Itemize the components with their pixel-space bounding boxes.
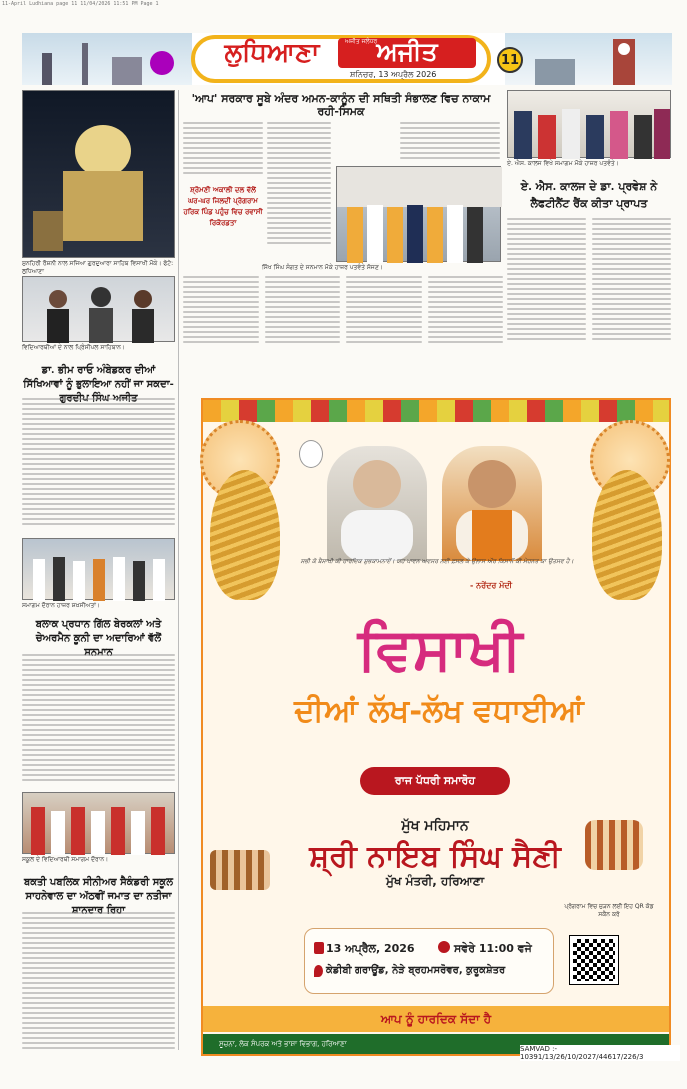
top-story-body-d (183, 276, 503, 352)
masthead-right-illustration (505, 33, 672, 85)
photo1-caption: ਸੁਨਹਿਰੀ ਰੌਸ਼ਨੀ ਨਾਲ ਸਜਿਆ ਗੁਰਦੁਆਰਾ ਸਾਹਿਬ ਵਿਸਾਖੀ ਮੌਕੇ। ਫੋਟੋ: ਲੁਧਿਆਣਾ (22, 260, 174, 275)
clock-icon (438, 941, 450, 953)
pm-quote-author: - ਨਰੇਂਦਰ ਮੋਦੀ (470, 581, 513, 590)
officials-icon (508, 91, 672, 159)
story3-body (22, 912, 175, 1052)
chief-guest-label: ਮੁੱਖ ਮਹਿਮਾਨ (401, 818, 469, 834)
chief-guest-role: ਮੁੱਖ ਮੰਤਰੀ, ਹਰਿਆਣਾ (385, 874, 485, 888)
cm-portrait (442, 446, 542, 561)
illuminated-building-icon (23, 91, 176, 259)
students-photo (22, 276, 175, 342)
school-event-photo (22, 792, 175, 854)
cm-portrait-icon (442, 446, 542, 561)
pm-portrait (327, 446, 427, 561)
top-story-subhead: ਸ਼੍ਰੋਮਣੀ ਅਕਾਲੀ ਦਲ ਵੱਲੋਂ ਘਰ-ਘਰ ਜਿਲਦੀ ਪ੍ਰੋਗਰਾਮ ਹਰਿਕ ਪਿੰਡ ਪਹੁੰਚ ਵਿਚ ਰਵਾਸੀ ਰਿਕੋਰਡਤਾ (183, 185, 263, 227)
pm-quote: ਸਭੀ ਕੋ ਬੈਸਾਖੀ ਕੀ ਹਾਰਦਿਕ ਸ਼ੁਭਕਾਮਨਾਏਂ। ਯਹ ਪਾਵਨ ਅਵਸਰ ਨਈ ਫ਼ਸਲ ਕੇ ਉਲਾਸ ਔਰ ਕਿਸਾਨੋਂ ਕੀ ਮੇਹਨਤ ਕਾ ਉਤਸਵ ਹੈ। (300, 558, 574, 565)
chief-guest-name: ਸ਼੍ਰੀ ਨਾਇਬ ਸਿੰਘ ਸੈਣੀ (309, 839, 561, 874)
edition-city: ਲੁਧਿਆਣਾ (224, 38, 320, 68)
qr-instructions: ਪ੍ਰੋਗਰਾਮ ਵਿਚ ਜੁੜਨ ਲਈ ਇਹ QR ਕੋਡ ਸਕੈਨ ਕਰੋ (564, 903, 654, 918)
college-headline: ਏ. ਐਸ. ਕਾਲਜ ਦੇ ਡਾ. ਪ੍ਰਵੇਸ਼ ਨੇ ਲੈਫਟੀਨੈਂਟ ਰੈਂਕ ਕੀਤਾ ਪ੍ਰਾਪਤ (520, 180, 658, 210)
state-event-badge: ਰਾਜ ਪੱਧਰੀ ਸਮਾਰੋਹ (360, 767, 510, 795)
baisakhi-greeting: ਦੀਆਂ ਲੱਖ-ਲੱਖ ਵਧਾਈਆਂ (294, 693, 584, 729)
photo2-caption: ਵਿਦਿਆਰਥੀਆਂ ਦੇ ਨਾਲ ਪ੍ਰਿੰਸੀਪਲ ਸਾਹਿਬਾਨ। (22, 344, 125, 351)
college-body (507, 218, 671, 353)
top-story-photo (336, 166, 501, 262)
top-story-body-b (267, 122, 331, 257)
pm-portrait-icon (327, 446, 427, 561)
print-slug: 11-April Ludhiana page 11 11/04/2026 11:51 PM Page 1 (2, 1, 159, 7)
invitation-banner: ਆਪ ਨੂੰ ਹਾਰਦਿਕ ਸੱਦਾ ਹੈ (203, 1006, 669, 1032)
college-photo-caption: ਏ. ਐਸ. ਕਾਲਜ ਵਿਖੇ ਸਮਾਗਮ ਮੌਕੇ ਹਾਜ਼ਰ ਪਤਵੰਤੇ। (507, 160, 619, 167)
story1-headline: ਡਾ. ਭੀਮ ਰਾਓ ਅੰਬੇਡਕਰ ਦੀਆਂ ਸਿੱਖਿਆਵਾਂ ਨੂੰ ਭੁਲਾਇਆ ਨਹੀਂ ਜਾ ਸਕਦਾ- ਗੁਰਦੀਪ ਸਿੰਘ ਅਜੀਤ (23, 365, 174, 404)
haryana-emblem-icon (299, 440, 323, 468)
column-divider (178, 90, 179, 1050)
top-story-headline: 'ਆਪ' ਸਰਕਾਰ ਸੂਬੇ ਅੰਦਰ ਅਮਨ-ਕਾਨੂੰਨ ਦੀ ਸਥਿਤੀ ਸੰਭਾਲਣ ਵਿਚ ਨਾਕਾਮ ਰਹੀ-ਸਿਮਕ (191, 92, 491, 118)
event-qr-code[interactable] (570, 936, 618, 984)
event-details-box (304, 928, 554, 994)
clock-tower-icon (505, 33, 672, 85)
students-icon (23, 793, 176, 855)
drum-left-icon (210, 850, 270, 890)
people-group-icon (23, 277, 176, 343)
event-date: 13 ਅਪ੍ਰੈਲ, 2026 (326, 942, 415, 955)
wheat-right-icon (592, 470, 662, 600)
story3-headline: ਬਕਤੀ ਪਬਲਿਕ ਸੀਨੀਅਰ ਸੈਕੰਡਰੀ ਸਕੂਲ ਸਾਹਨੇਵਾਲ ਦਾ ਅੱਠਵੀਂ ਜਮਾਤ ਦਾ ਨਤੀਜਾ ਸ਼ਾਨਦਾਰ ਰਿਹਾ (23, 877, 174, 916)
top-story-photo-caption: ਸਿੱਖ ਸਿੰਘ ਸੰਗਤ ਦੇ ਸਨਮਾਨ ਮੌਕੇ ਹਾਜ਼ਰ ਪਤਵੰਤੇ ਸੱਜਣ। (262, 264, 383, 271)
masthead-left-illustration (22, 33, 192, 85)
paper-tag: ਅਜੀਤ ਜਲੰਧਰ (345, 38, 378, 45)
event-venue: ਕੇਡੀਬੀ ਗਰਾਊਂਡ, ਨੇੜੇ ਬ੍ਰਹਮਸਰੋਵਰ, ਕੁਰੂਕਸ਼ੇਤਰ (326, 965, 506, 976)
gathering-icon (337, 167, 502, 263)
story2-headline: ਬਲਾਕ ਪ੍ਰਧਾਨ ਗਿੱਲ ਬੇਰਕਲਾਂ ਅਤੇ ਚੇਅਰਮੈਨ ਕੂਨੀ ਦਾ ਅਦਾਰਿਆਂ ਵੱਲੋਂ ਸਨਮਾਨ (35, 619, 162, 658)
samvad-code: SAMVAD :- 10391/13/26/10/2027/44617/226/3 (520, 1045, 680, 1061)
paper-title: ਅਜੀਤ (376, 37, 438, 66)
event-group-photo (22, 538, 175, 600)
ad-bunting (203, 400, 669, 422)
issue-date: ਸ਼ਨਿਚਰ, 13 ਅਪ੍ਰੈਲ 2026 (350, 70, 437, 79)
top-story-body-a (183, 122, 263, 182)
college-event-photo (507, 90, 671, 158)
story2-body (22, 654, 175, 786)
crowd-icon (23, 539, 176, 601)
story1-body (22, 398, 175, 530)
event-time: ਸਵੇਰੇ 11:00 ਵਜੇ (454, 942, 532, 955)
top-story-body-c (400, 122, 500, 164)
photo4-caption: ਸਕੂਲ ਦੇ ਵਿਦਿਆਰਥੀ ਸਮਾਗਮ ਦੌਰਾਨ। (22, 856, 109, 863)
location-pin-icon (314, 965, 323, 977)
calendar-icon (314, 942, 324, 954)
photo3-caption: ਸਮਾਗਮ ਦੌਰਾਨ ਹਾਜ਼ਰ ਸ਼ਖ਼ਸੀਅਤਾਂ। (22, 602, 101, 609)
ad-footer: ਸੂਚਨਾ, ਲੋਕ ਸੰਪਰਕ ਅਤੇ ਭਾਸ਼ਾ ਵਿਭਾਗ, ਹਰਿਆਣਾ (203, 1034, 669, 1054)
wheat-left-icon (210, 470, 280, 600)
dhol-right-icon (585, 820, 643, 870)
baisakhi-title: ਵਿਸਾਖੀ (357, 615, 523, 683)
monument-silhouette-icon (22, 33, 192, 85)
gurdwara-photo (22, 90, 175, 258)
page-number: 11 (497, 47, 523, 73)
